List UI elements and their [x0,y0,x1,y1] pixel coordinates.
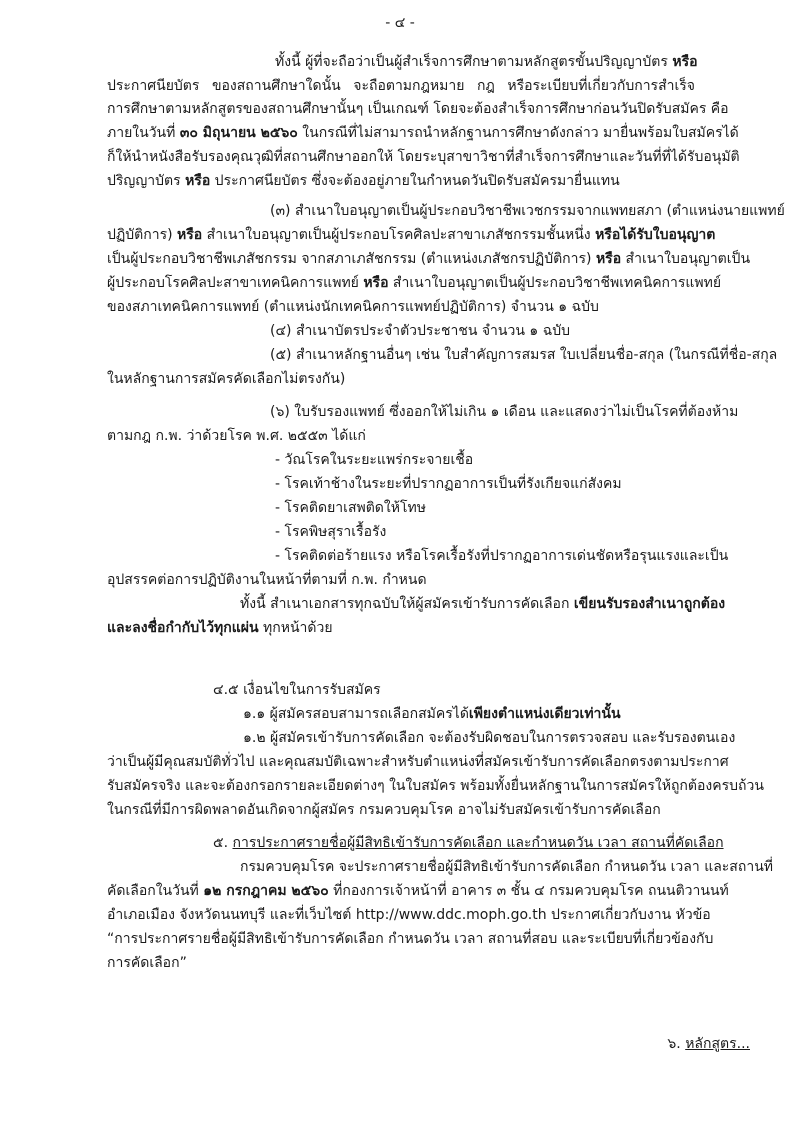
text-line [107,123,739,143]
text-segment: (๖) ใบรับรองแพทย์ ซึ่งออกให้ไม่เกิน ๑ เดือน และแสดงว่าไม่เป็นโรคที่ต้องห้าม [270,404,739,420]
text-line [107,76,695,96]
bold-text: หรือ [672,54,698,70]
text-segment: ประกาศนียบัตร ของสถานศึกษาใดนั้น จะถือตามกฎหมาย กฎ หรือระเบียบที่เกี่ยวกับการสำเร็จ [107,78,695,94]
text-line [275,546,729,566]
text-segment: (๓) สำเนาใบอนุญาตเป็นผู้ประกอบวิชาชีพเวชกรรมจากแพทยสภา (ตำแหน่งนายแพทย์ [270,203,785,219]
text-segment: ประกาศเกี่ยวกับงาน หัวข้อ [546,907,711,923]
website-link[interactable]: http://www.ddc.moph.go.th [355,907,547,923]
text-line [107,953,187,973]
text-line [213,833,724,853]
text-segment: รับสมัครจริง และจะต้องกรอกรายละเอียดต่างๆ ในใบสมัคร พร้อมทั้งยื่นหลักฐานในการสมัครให้ถูกต้องครบถ้วน [107,778,764,794]
text-segment: การศึกษาตามหลักสูตรของสถานศึกษานั้นๆ เป็นเกณฑ์ โดยจะต้องสำเร็จการศึกษาก่อนวันปิดรับสมัคร คือ [107,101,729,117]
text-segment: ว่าเป็นผู้มีคุณสมบัติทั่วไป และคุณสมบัติเฉพาะสำหรับตำแหน่งที่สมัครเข้ารับการคัดเลือกตรงตามประกาศ [107,754,729,770]
text-segment: สำเนาใบอนุญาตเป็นผู้ประกอบวิชาชีพเทคนิคการแพทย์ [388,275,722,291]
text-segment: ในกรณีที่มีการผิดพลาดอันเกิดจากผู้สมัคร กรมควบคุมโรค อาจไม่รับสมัครเข้ารับการคัดเลือก [107,802,661,818]
bold-text: หรือ [177,227,203,243]
text-segment: - โรคติดยาเสพติดให้โทษ [275,500,426,516]
text-line [107,225,716,245]
text-line [107,297,599,317]
bold-text: หรือ [595,251,622,267]
text-line [275,450,473,470]
text-segment: - วัณโรคในระยะแพร่กระจายเชื้อ [275,452,474,468]
text-segment: (๔) สำเนาบัตรประจำตัวประชาชน จำนวน ๑ ฉบับ [270,323,571,339]
text-line [107,273,722,293]
text-segment: ๕. [213,835,233,851]
text-segment: ในกรณีที่ไม่สามารถนำหลักฐานการศึกษาดังกล่าว มายื่นพร้อมใบสมัครได้ [297,125,739,141]
text-segment: ผู้ประกอบโรคศิลปะสาขาเทคนิคการแพทย์ [107,275,364,291]
text-segment: เป็นผู้ประกอบวิชาชีพเภสัชกรรม จากสภาเภสัชกรรม (ตำแหน่งเภสัชกรปฏิบัติการ) [107,251,596,267]
text-line [107,369,345,389]
text-segment: คัดเลือกในวันที่ [107,883,204,899]
text-line [107,570,427,590]
text-segment: (๕) สำเนาหลักฐานอื่นๆ เช่น ใบสำคัญการสมรส ใบเปลี่ยนชื่อ-สกุล (ในกรณีที่ชื่อ-สกุล [270,347,778,363]
text-line [270,345,778,365]
underlined-heading: หลักสูตร... [685,1036,750,1052]
text-line [275,52,698,72]
text-line [107,426,366,446]
text-segment: ของสภาเทคนิคการแพทย์ (ตำแหน่งนักเทคนิคการแพทย์ปฏิบัติการ) จำนวน ๑ ฉบับ [107,299,599,315]
text-line [270,402,739,422]
text-line [107,618,333,638]
text-line [107,905,711,925]
text-line [213,680,381,700]
text-line [270,321,570,341]
text-segment: ภายในวันที่ [107,125,180,141]
text-line [270,201,785,221]
text-segment: ประกาศนียบัตร ซึ่งจะต้องอยู่ภายในกำหนดวันปิดรับสมัครมายื่นแทน [210,173,620,189]
text-segment: อำเภอเมือง จังหวัดนนทบุรี และที่เว็บไซต์ [107,907,356,923]
text-segment: อุปสรรคต่อการปฏิบัติงานในหน้าที่ตามที่ ก.พ. กำหนด [107,572,427,588]
text-line [667,1034,750,1054]
text-line [107,800,661,820]
text-segment: ๑.๑ ผู้สมัครสอบสามารถเลือกสมัครได้ [243,706,469,722]
text-line [107,249,751,269]
text-segment: ๔.๕ เงื่อนไขในการรับสมัคร [213,682,381,698]
text-segment: สำเนาใบอนุญาตเป็น [621,251,751,267]
underlined-heading: การประกาศรายชื่อผู้มีสิทธิเข้ารับการคัดเลือก และกำหนดวัน เวลา สถานที่คัดเลือก [232,835,724,851]
text-line [107,147,740,167]
bold-text: ๑๒ กรกฎาคม ๒๕๖๐ [203,883,329,899]
text-line [107,776,764,796]
bold-text: หรือ [363,275,389,291]
text-line [107,171,620,191]
text-line [107,752,729,772]
text-segment: สำเนาใบอนุญาตเป็นผู้ประกอบโรคศิลปะสาขาเภสัชกรรมชั้นหนึ่ง [202,227,596,243]
bold-text: หรือ [185,173,211,189]
text-segment: ทั้งนี้ ผู้ที่จะถือว่าเป็นผู้สำเร็จการศึกษาตามหลักสูตรขั้นปริญญาบัตร [275,54,673,70]
bold-text: หรือได้รับใบอนุญาต [595,227,716,243]
text-line [275,498,426,518]
text-line [107,99,729,119]
text-line [240,594,726,614]
text-segment: การคัดเลือก” [107,955,187,971]
text-segment: ปริญญาบัตร [107,173,186,189]
text-line [107,929,714,949]
text-segment: ตามกฎ ก.พ. ว่าด้วยโรค พ.ศ. ๒๕๕๓ ได้แก่ [107,428,366,444]
text-segment: ในหลักฐานการสมัครคัดเลือกไม่ตรงกัน) [107,371,346,387]
text-segment: ทุกหน้าด้วย [258,620,333,636]
text-segment: - โรคติดต่อร้ายแรง หรือโรคเรื้อรังที่ปรากฏอาการเด่นชัดหรือรุนแรงและเป็น [275,548,729,564]
text-line [243,728,736,748]
text-segment: ๖. [667,1036,686,1052]
bold-text: และลงชื่อกำกับไว้ทุกแผ่น [107,620,259,636]
text-line [107,881,729,901]
bold-text: ๓๐ มิถุนายน ๒๕๖๐ [179,125,298,141]
text-segment: - โรคเท้าช้างในระยะที่ปรากฏอาการเป็นที่รังเกียจแก่สังคม [275,476,622,492]
text-segment: - โรคพิษสุราเรื้อรัง [275,524,387,540]
bold-text: เพียงตำแหน่งเดียวเท่านั้น [468,706,621,722]
text-line [275,474,622,494]
text-segment: ก็ให้นำหนังสือรับรองคุณวุฒิที่สถานศึกษาออกให้ โดยระบุสาขาวิชาที่สำเร็จการศึกษาและวันที่ที่ได้รับอนุมัติ [107,149,740,165]
text-line [275,522,386,542]
text-segment: ๑.๒ ผู้สมัครเข้ารับการคัดเลือก จะต้องรับผิดชอบในการตรวจสอบ และรับรองตนเอง [243,730,736,746]
text-segment: ทั้งนี้ สำเนาเอกสารทุกฉบับให้ผู้สมัครเข้ารับการคัดเลือก [240,596,574,612]
text-segment: กรมควบคุมโรค จะประกาศรายชื่อผู้มีสิทธิเข้ารับการคัดเลือก กำหนดวัน เวลา และสถานที่ [240,859,773,875]
bold-text: เขียนรับรองสำเนาถูกต้อง [573,596,726,612]
text-line [243,704,621,724]
text-segment: ที่กองการเจ้าหน้าที่ อาคาร ๓ ชั้น ๔ กรมควบคุมโรค ถนนติวานนท์ [328,883,729,899]
text-segment: “การประกาศรายชื่อผู้มีสิทธิเข้ารับการคัดเลือก กำหนดวัน เวลา สถานที่สอบ และระเบียบที่เกี่ยวข้องกับ [107,931,714,947]
text-segment: ปฏิบัติการ) [107,227,178,243]
text-line [240,857,773,877]
page-number: - ๔ - [385,15,415,31]
